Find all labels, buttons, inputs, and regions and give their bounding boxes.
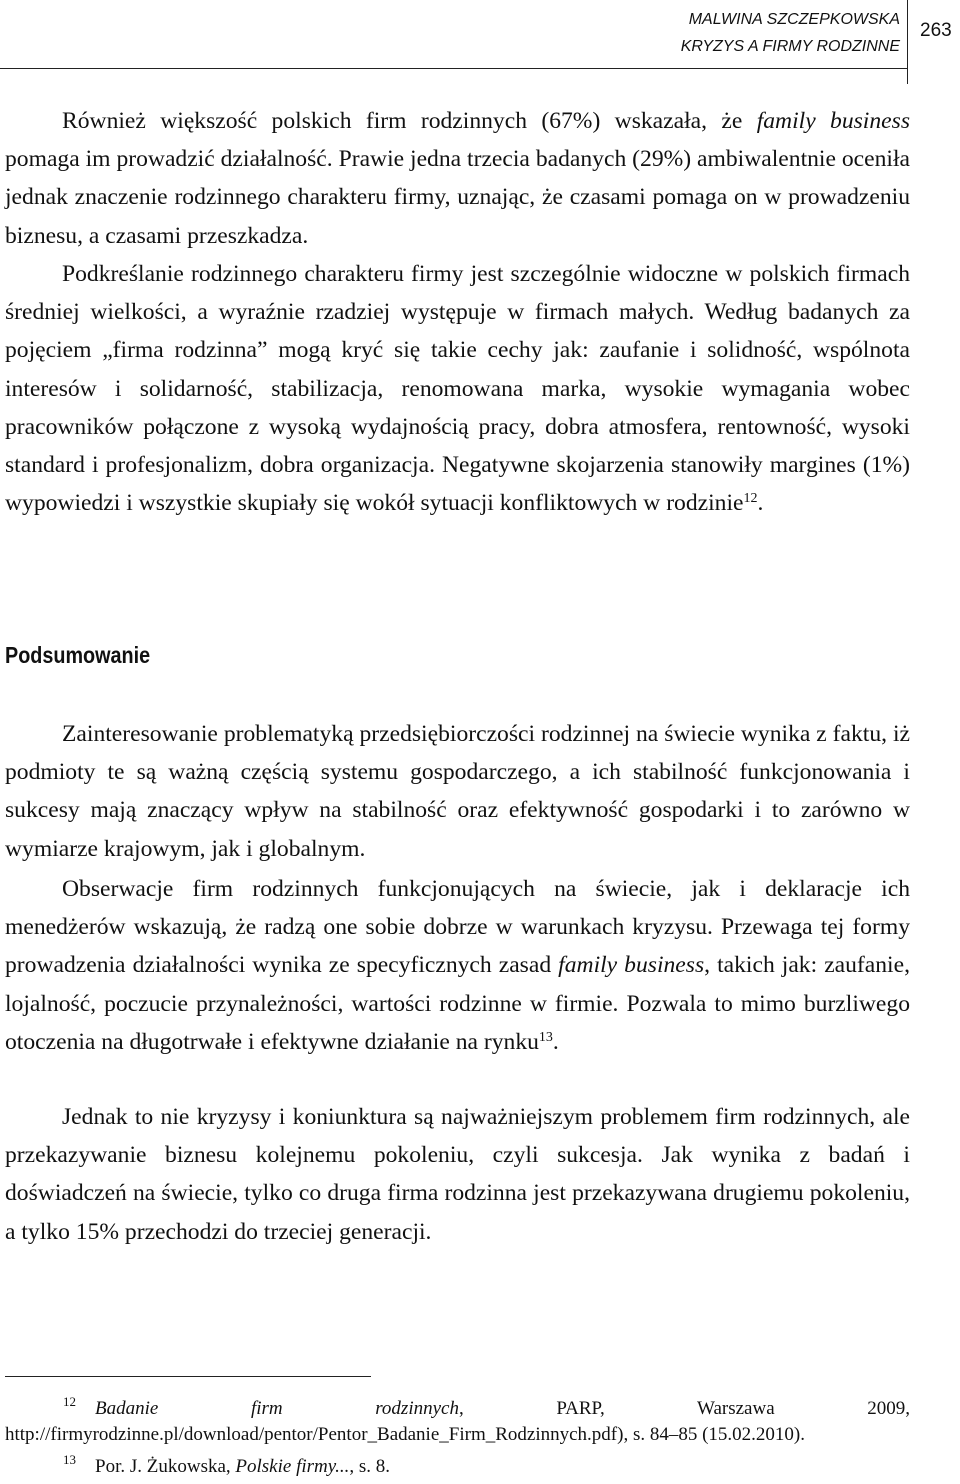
running-header-author: MALWINA SZCZEPKOWSKA: [688, 11, 900, 28]
paragraph-2-end: .: [757, 490, 764, 517]
paragraph-1-text-b: pomaga im prowadzić działalność. Prawie jedna trzecia badanych (29%) ambiwalentnie oceniła jednak znaczenie rodzinnego charakteru firmy, uznając, że czasami pomaga on w prowadzeniu biznesu, a czasami przeszkadza.: [5, 146, 910, 249]
footnote-12-title: Badanie firm rodzinnych: [95, 1398, 459, 1419]
footnote-13-title: Polskie firmy...: [235, 1456, 350, 1477]
footnote-13-text-a: Por. J. Żukowska,: [95, 1456, 236, 1477]
paragraph-4-text-b: , takich jak: zaufanie, lojalność, poczucie przynależności, wartości rodzinne w firmie. Pozwala to mimo burzliwego otoczenia na długotrwałe i efektywne działanie na rynku: [5, 952, 910, 1055]
paragraph-1-text-a: Również większość polskich firm rodzinnych (67%) wskazała, że: [62, 108, 757, 134]
paragraph-2-text: Podkreślanie rodzinnego charakteru firmy jest szczególnie widoczne w polskich firmach średniej wielkości, a wyraźnie rzadziej występuje w firmach małych. Według badanych za pojęciem „firma rodzinna” mogą kryć się takie cechy jak: zaufanie i solidność, wspólnota interesów i solidarność, stabilizacja, renomowana marka, wysokie wymagania wobec pracowników połączone z wysoką wydajnością pracy, dobra atmosfera, rentowność, wysoki standard i profesjonalizm, dobra organizacja. Negatywne skojarzenia stanowiły margines (1%) wypowiedzi i wszystkie skupiały się wokół sytuacji konfliktowych w rodzinie: [5, 261, 910, 517]
paragraph-5: [5, 1098, 910, 1251]
paragraph-1-italic-term: family business: [756, 108, 910, 134]
paragraph-1: [5, 102, 910, 255]
header-vertical-rule: [907, 0, 908, 84]
footnote-ref-13[interactable]: 13: [538, 1029, 553, 1045]
paragraph-3-text: Zainteresowanie problematyką przedsiębiorczości rodzinnej na świecie wynika z faktu, iż podmioty te są ważną częścią systemu gospodarczego, a ich stabilność funkcjonowania i sukcesy mają znaczący wpływ na stabilność oraz efektywność gospodarki i to zarówno w wymiarze krajowym, jak i globalnym.: [5, 721, 910, 862]
paragraph-4-text-a: Obserwacje firm rodzinnych funkcjonujących na świecie, jak i deklaracje ich menedżerów wskazują, że radzą one sobie dobrze w warunkach kryzysu. Przewaga tej formy prowadzenia działalności wynika ze specyficznych zasad: [5, 876, 910, 979]
paragraph-2: [5, 255, 910, 522]
running-header-title: KRYZYS A FIRMY RODZINNE: [680, 38, 900, 55]
footnote-separator: [5, 1376, 371, 1377]
paragraph-4-italic-term: family business: [558, 952, 705, 979]
footnote-13-text-b: , s. 8.: [349, 1456, 391, 1477]
footnote-12-text[interactable]: , PARP, Warszawa 2009, http://firmyrodzinne.pl/download/pentor/Pentor_Badanie_Firm_Rodzinnych.pdf), s. 84–85 (15.02.2010).: [5, 1398, 911, 1445]
paragraph-4-end: .: [552, 1028, 559, 1055]
footnote-13: 13 Por. J. Żukowska, Polskie firmy..., s. 8.: [63, 1452, 391, 1477]
section-heading: Podsumowanie: [5, 642, 151, 668]
paragraph-4: [5, 870, 910, 1061]
page-number: 263: [920, 20, 952, 41]
paragraph-3: [5, 715, 910, 868]
footnote-ref-12[interactable]: 12: [743, 491, 758, 507]
paragraph-5-text: Jednak to nie kryzysy i koniunktura są najważniejszym problemem firm rodzinnych, ale przekazywanie biznesu kolejnemu pokoleniu, czyli sukcesja. Jak wynika z badań i doświadczeń na świecie, tylko co druga firma rodzinna jest przekazywana drugiemu pokoleniu, a tylko 15% przechodzi do trzeciej generacji.: [5, 1104, 910, 1245]
header-rule: [0, 68, 907, 69]
footnote-12: 12 Badanie firm rodzinnych, PARP, Warszawa 2009, http://firmyrodzinne.pl/download/pentor/Pentor_Badanie_Firm_Rodzinnych.pdf), s. 84–85 (15.02.2010).: [5, 1394, 911, 1445]
